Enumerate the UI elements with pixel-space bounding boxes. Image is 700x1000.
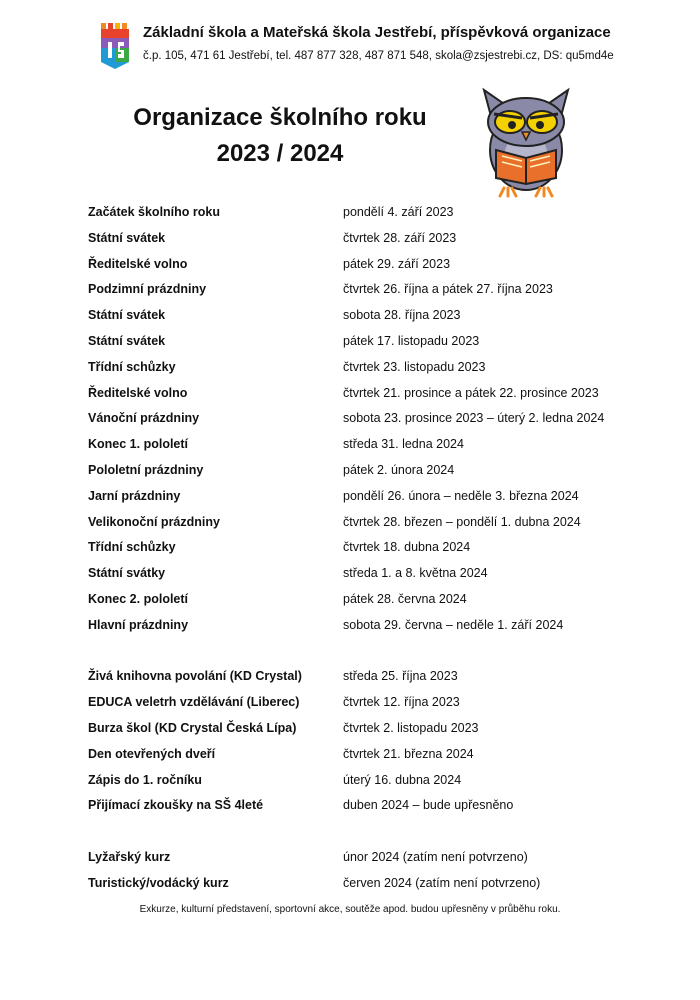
schedule-row [88,458,648,484]
title-line-2: 2023 / 2024 [216,140,344,167]
schedule-row [88,845,648,871]
event-label: Turistický/vodácký kurz [88,875,229,890]
schedule-row [88,432,648,458]
schedule-row [88,381,648,407]
event-date: duben 2024 – bude upřesněno [343,798,514,813]
schedule-row [88,303,648,329]
event-label: Začátek školního roku [88,205,220,219]
event-date: čtvrtek 28. březen – pondělí 1. dubna 2024 [343,514,581,529]
schedule-row [88,742,648,768]
schedule-row [88,535,648,561]
event-label: Den otevřených dveří [88,746,216,761]
event-date: středa 31. ledna 2024 [343,437,464,452]
page-title [110,100,450,172]
schedule [88,200,648,897]
schedule-row [88,484,648,510]
schedule-row [88,329,648,355]
event-date: čtvrtek 18. dubna 2024 [343,540,471,555]
event-label: Vánoční prázdniny [88,411,200,426]
reading-owl-icon [470,80,582,198]
schedule-row [88,510,648,536]
event-label: Hlavní prázdniny [88,617,189,632]
schedule-row [88,561,648,587]
footnote: Exkurze, kulturní představení, sportovní akce, soutěže apod. budou upřesněny v průběhu roku. [139,904,561,915]
schedule-row [88,200,648,226]
event-date: čtvrtek 28. září 2023 [343,230,457,245]
event-date: středa 25. října 2023 [343,669,458,684]
event-date: středa 1. a 8. května 2024 [343,566,488,581]
event-date: čtvrtek 21. března 2024 [343,746,474,761]
event-date: sobota 29. června – neděle 1. září 2024 [343,617,564,632]
schedule-row [88,355,648,381]
event-date: sobota 23. prosince 2023 – úterý 2. ledna 2024 [343,411,605,426]
event-date: sobota 28. října 2023 [343,308,461,323]
schedule-row [88,664,648,690]
school-tower-logo-icon [98,20,132,70]
schedule-row [88,406,648,432]
schedule-row [88,716,648,742]
event-label: Podzimní prázdniny [88,282,207,297]
event-label: Třídní schůzky [88,359,176,374]
schedule-row [88,613,648,639]
event-date: čtvrtek 21. prosince a pátek 22. prosince 2023 [343,385,599,400]
schedule-row [88,226,648,252]
letterhead [98,20,658,72]
school-contact: č.p. 105, 471 61 Jestřebí, tel. 487 877 328, 487 871 548, skola@zsjestrebi.cz, DS: qu5md4e [143,50,614,62]
schedule-row [88,587,648,613]
event-label: Státní svátky [88,566,166,581]
event-label: Pololetní prázdniny [88,462,204,477]
event-date: čtvrtek 2. listopadu 2023 [343,720,479,735]
event-label: Živá knihovna povolání (KD Crystal) [88,669,302,684]
schedule-main [88,200,648,639]
event-label: Třídní schůzky [88,540,176,555]
event-label: Konec 2. pololetí [88,591,189,606]
event-date: červen 2024 (zatím není potvrzeno) [343,875,541,890]
event-date: úterý 16. dubna 2024 [343,772,462,787]
event-date: pátek 28. června 2024 [343,591,467,606]
event-label: Lyžařský kurz [88,849,171,864]
title-line-1: Organizace školního roku [133,104,427,131]
schedule-row [88,768,648,794]
event-date: pondělí 26. února – neděle 3. března 2024 [343,488,579,503]
schedule-row [88,277,648,303]
event-label: Burza škol (KD Crystal Česká Lípa) [88,720,297,735]
event-date: pátek 17. listopadu 2023 [343,333,480,348]
schedule-events [88,664,648,819]
school-name: Základní škola a Mateřská škola Jestřebí, příspěvková organizace [143,24,611,41]
event-date: pondělí 4. září 2023 [343,205,454,219]
event-label: Velikonoční prázdniny [88,514,220,529]
schedule-row [88,252,648,278]
event-label: Zápis do 1. ročníku [88,772,202,787]
event-date: čtvrtek 12. října 2023 [343,695,460,710]
event-date: čtvrtek 23. listopadu 2023 [343,359,486,374]
schedule-courses [88,845,648,897]
schedule-row [88,793,648,819]
event-label: EDUCA veletrh vzdělávání (Liberec) [88,695,300,710]
event-label: Státní svátek [88,230,166,245]
event-label: Státní svátek [88,333,166,348]
event-date: pátek 29. září 2023 [343,256,451,271]
event-label: Ředitelské volno [88,385,188,400]
schedule-row [88,690,648,716]
event-label: Jarní prázdniny [88,488,181,503]
event-label: Státní svátek [88,308,166,323]
event-label: Přijímací zkoušky na SŠ 4leté [88,798,264,813]
schedule-row [88,871,648,897]
event-date: čtvrtek 26. října a pátek 27. října 2023 [343,282,553,297]
event-date: únor 2024 (zatím není potvrzeno) [343,849,528,864]
event-date: pátek 2. února 2024 [343,462,455,477]
event-label: Ředitelské volno [88,256,188,271]
event-label: Konec 1. pololetí [88,437,189,452]
